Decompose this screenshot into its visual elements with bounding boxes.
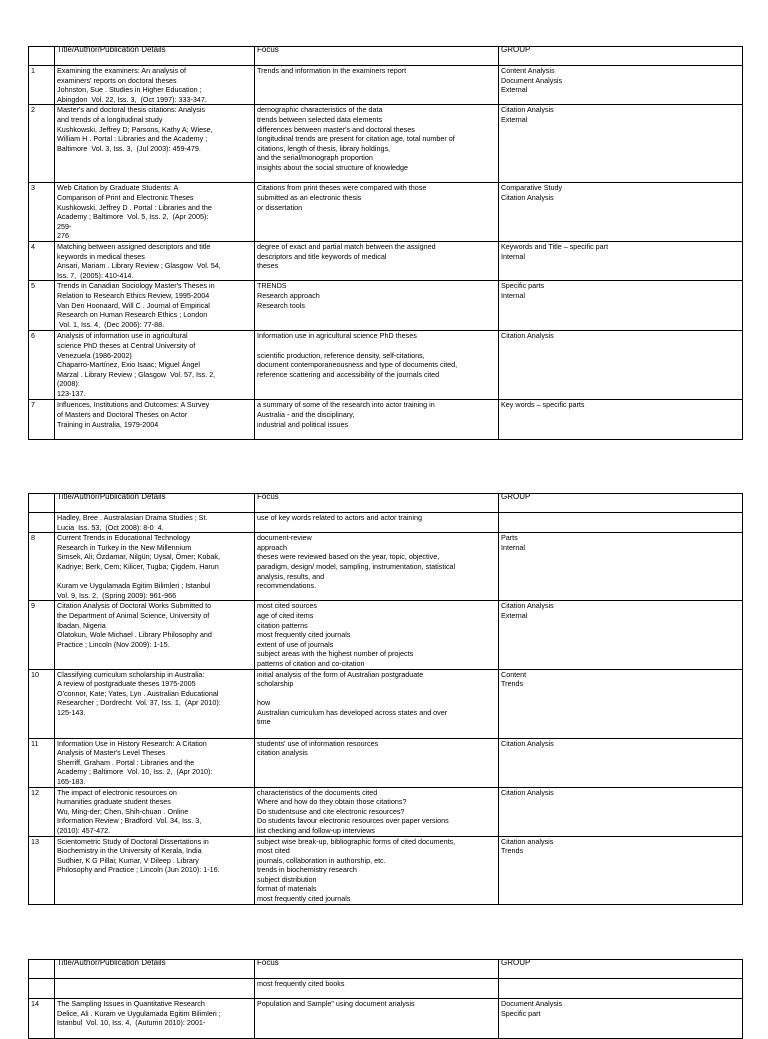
title-author-details-line: Researcher ; Dordrecht Vol. 37, Iss. 1, (Apr 2010): (57, 698, 221, 708)
group-details (499, 400, 743, 440)
row-number-text: 3 (31, 183, 35, 193)
focus-details-line: students' use of information resources (257, 738, 379, 748)
row-number (29, 105, 55, 183)
focus-details-line: theses were reviewed based on the year, topic, objective, (257, 552, 440, 562)
title-author-details-line: Research on Human Research Ethics ; London (57, 310, 208, 320)
header-number-cell (29, 960, 55, 979)
focus-details (255, 999, 499, 1039)
table-row (29, 601, 743, 669)
title-author-details (55, 513, 255, 533)
title-author-details-line: (2008): (57, 379, 80, 389)
title-author-details-line: Venezuela (1986-2002) (57, 350, 132, 360)
group-details (499, 601, 743, 669)
title-author-details-line: 276 (57, 231, 69, 241)
focus-details-line: analysis, results, and (257, 571, 325, 581)
header-group (499, 960, 743, 979)
header-focus-text: Focus (257, 46, 279, 54)
group-details-line: Specific part (501, 1008, 541, 1018)
focus-details-line: extent of use of journals (257, 639, 334, 649)
row-number (29, 66, 55, 105)
group-details-line: Internal (501, 251, 525, 261)
header-title-text: Title/Author/Publication Details (57, 959, 166, 967)
focus-details (255, 513, 499, 533)
group-details (499, 787, 743, 836)
references-table-1 (28, 46, 743, 440)
references-table-2 (28, 493, 743, 905)
title-author-details-line: Master's and doctoral thesis citations: Analysis (57, 105, 205, 115)
title-author-details-line: keywords in medical theses (57, 251, 145, 261)
header-focus (255, 494, 499, 513)
group-details-line: Citation Analysis (501, 331, 554, 341)
focus-details-line: submitted as an electronic thesis (257, 192, 362, 202)
table-row (29, 999, 743, 1039)
header-focus (255, 47, 499, 66)
group-details (499, 533, 743, 601)
table-row (29, 669, 743, 738)
group-details-line: Keywords and Title – specific part (501, 241, 609, 251)
group-details (499, 669, 743, 738)
row-number (29, 669, 55, 738)
title-author-details (55, 836, 255, 904)
title-author-details-line: Iss. 7, (2005): 410-414. (57, 270, 134, 280)
title-author-details-line: Simsek, Ali; Özdamar, Nilgün; Uysal, Ömer; Kobak, (57, 552, 220, 562)
row-number-text: 5 (31, 281, 35, 291)
table-row (29, 105, 743, 183)
title-author-details-line: A review of postgraduate theses 1975-2005 (57, 679, 196, 689)
group-details (499, 999, 743, 1039)
focus-details-line: most cited sources (257, 601, 317, 611)
group-details (499, 281, 743, 331)
title-author-details-line: humanities graduate student theses (57, 797, 171, 807)
title-author-details (55, 281, 255, 331)
header-row (29, 47, 743, 66)
focus-details-line: or dissertation (257, 202, 303, 212)
title-author-details-line: Abingdon Vol. 22, Iss. 3, (Oct 1997): 333-347. (57, 94, 207, 104)
focus-details-line: citation patterns (257, 620, 308, 630)
table-row (29, 281, 743, 331)
row-number (29, 999, 55, 1039)
focus-details-line: Do students favour electronic resources over paper versions (257, 816, 449, 826)
title-author-details-line: Delice, Ali . Kuram ve Uygulamada Egitim Bilimleri ; (57, 1008, 221, 1018)
focus-details-line: subject wise break-up, bibliographic forms of cited documents, (257, 836, 456, 846)
title-author-details-line: Baltimore Vol. 3, Iss. 3, (Jul 2003): 459-479. (57, 143, 201, 153)
group-details-line: Citation Analysis (501, 105, 554, 115)
title-author-details-line: the Department of Animal Science, University of (57, 610, 210, 620)
group-details-line: External (501, 85, 528, 95)
row-number (29, 241, 55, 280)
title-author-details-line: Lucia Iss. 53, (Oct 2008): 8-0 4. (57, 522, 164, 532)
focus-details (255, 669, 499, 738)
row-number (29, 836, 55, 904)
focus-details-line: age of cited items (257, 610, 314, 620)
table-row (29, 513, 743, 533)
row-number-text: 8 (31, 533, 35, 543)
title-author-details-line: Scientometric Study of Doctoral Dissertations in (57, 836, 209, 846)
focus-details (255, 533, 499, 601)
table-row (29, 836, 743, 904)
group-details-line: Citation Analysis (501, 601, 554, 611)
title-author-details-line: Influences, Institutions and Outcomes: A Survey (57, 400, 210, 410)
title-author-details-line: Ansari, Mariam . Library Review ; Glasgow Vol. 54, (57, 261, 221, 271)
title-author-details-line: examiners' reports on doctoral theses (57, 75, 177, 85)
row-number-text: 6 (31, 331, 35, 341)
title-author-details-line: The Sampling Issues in Quantitative Research (57, 999, 205, 1008)
group-details (499, 979, 743, 999)
focus-details-line: approach (257, 542, 287, 552)
row-number-text: 13 (31, 836, 39, 846)
title-author-details-line: Web Citation by Graduate Students: A (57, 183, 179, 193)
group-details (499, 183, 743, 242)
table-row (29, 787, 743, 836)
title-author-details-line: Kuram ve Uygulamada Egitim Bilimleri ; Istanbul (57, 581, 211, 591)
title-author-details-line: Hadley, Bree . Australasian Drama Studies ; St. (57, 513, 208, 522)
title-author-details-line: Relation to Research Ethics Review, 1995-2004 (57, 290, 210, 300)
group-details-line: Trends (501, 846, 524, 856)
row-number (29, 787, 55, 836)
focus-details-line: degree of exact and partial match between the assigned (257, 241, 436, 251)
title-author-details-line: Kushkowski, Jeffrey D . Portal : Libraries and the (57, 202, 212, 212)
title-author-details-line: Johnston, Sue . Studies in Higher Education ; (57, 85, 202, 95)
group-details-line: Citation Analysis (501, 192, 554, 202)
focus-details-line: subject areas with the highest number of projects (257, 649, 414, 659)
row-number-text: 12 (31, 787, 39, 797)
title-author-details-line: Examining the examiners: An analysis of (57, 66, 187, 75)
title-author-details-line: Trends in Canadian Sociology Master's Theses in (57, 281, 215, 291)
title-author-details (55, 669, 255, 738)
focus-details-line: insights about the social structure of knowledge (257, 162, 409, 172)
group-details-line: Document Analysis (501, 75, 563, 85)
focus-details (255, 787, 499, 836)
focus-details-line: differences between master's and doctoral theses (257, 124, 415, 134)
header-title (55, 47, 255, 66)
title-author-details-line: Wu, Ming-der; Chen, Shih-chuan . Online (57, 806, 189, 816)
title-author-details-line: Information Review ; Bradford Vol. 34, Iss. 3, (57, 816, 202, 826)
title-author-details-line: Information Use in History Research: A Citation (57, 738, 207, 748)
row-number (29, 513, 55, 533)
focus-details (255, 738, 499, 787)
title-author-details-line: Academy ; Baltimore Vol. 5, Iss. 2, (Apr 2005): (57, 212, 209, 222)
row-number-text: 4 (31, 241, 35, 251)
title-author-details-line: Kushkowski, Jeffrey D; Parsons, Kathy A; Wiese, (57, 124, 213, 134)
title-author-details-line: Current Trends in Educational Technology (57, 533, 191, 543)
header-title (55, 960, 255, 979)
title-author-details (55, 601, 255, 669)
title-author-details-line: Matching between assigned descriptors and title (57, 241, 211, 251)
focus-details-line: longitudinal trends are present for citation age, total number of (257, 134, 455, 144)
table-row (29, 66, 743, 105)
row-number-text: 11 (31, 738, 39, 748)
group-details-line: Citation Analysis (501, 787, 554, 797)
group-details-line: Internal (501, 542, 525, 552)
title-author-details-line: of Masters and Doctoral Theses on Actor (57, 409, 188, 419)
group-details (499, 331, 743, 400)
focus-details (255, 400, 499, 440)
title-author-details-line: Classifying curriculum scholarship in Australia: (57, 669, 205, 679)
table-row (29, 533, 743, 601)
title-author-details-line: Kadriye; Berk, Cem; Kilicer, Tugba; Çigdem, Harun (57, 561, 219, 571)
group-details-line: Document Analysis (501, 999, 563, 1008)
title-author-details-line: science PhD theses at Central University of (57, 340, 196, 350)
group-details-line: Internal (501, 290, 525, 300)
title-author-details-line: Academy ; Baltimore Vol. 10, Iss. 2, (Apr 2010): (57, 767, 213, 777)
title-author-details-line: 123-137. (57, 388, 86, 398)
focus-details-line (257, 341, 496, 351)
title-author-details-line: Sherriff, Graham . Portal : Libraries and the (57, 757, 195, 767)
header-focus-text: Focus (257, 493, 279, 501)
header-number-cell (29, 47, 55, 66)
group-details-line: Comparative Study (501, 183, 563, 193)
title-author-details-line: Olatokun, Wole Michael . Library Philosophy and (57, 630, 212, 640)
focus-details-line: Where and how do they obtain those citations? (257, 797, 407, 807)
table-row (29, 183, 743, 242)
focus-details-line: industrial and political issues (257, 419, 349, 429)
header-group (499, 47, 743, 66)
title-author-details-line: Vol. 9, Iss. 2, (Spring 2009): 961-966 (57, 590, 177, 600)
focus-details-line: initial analysis of the form of Australian postgraduate (257, 669, 424, 679)
title-author-details-line: (2010): 457-472. (57, 825, 111, 835)
focus-details-line: patterns of citation and co-citation (257, 658, 365, 668)
focus-details-line: most frequently cited journals (257, 630, 351, 640)
group-details (499, 836, 743, 904)
group-details-line: Citation Analysis (501, 738, 554, 748)
focus-details-line: most frequently cited books (257, 979, 345, 988)
title-author-details-line: Marzal . Library Review ; Glasgow Vol. 57, Iss. 2, (57, 369, 216, 379)
title-author-details-line: Biochemistry in the University of Kerala, India (57, 846, 202, 856)
title-author-details (55, 105, 255, 183)
title-author-details (55, 241, 255, 280)
group-details-line: Trends (501, 679, 524, 689)
focus-details-line: Research approach (257, 290, 320, 300)
group-details-line: External (501, 114, 528, 124)
title-author-details-line (57, 572, 252, 582)
title-author-details (55, 999, 255, 1039)
focus-details-line: trends in biochemistry research (257, 865, 357, 875)
focus-details-line: characteristics of the documents cited (257, 787, 378, 797)
title-author-details-line: Practice ; Lincoln (Nov 2009): 1-15. (57, 639, 170, 649)
focus-details-line: theses (257, 261, 279, 271)
group-details (499, 738, 743, 787)
title-author-details-line: Training in Australia, 1979-2004 (57, 419, 159, 429)
group-details-line: Citation analysis (501, 836, 554, 846)
table-row (29, 241, 743, 280)
group-details-line: Specific parts (501, 281, 545, 291)
title-author-details-line: Chaparro-Martínez, Exio Isaac; Miguel Ángel (57, 360, 201, 370)
focus-details-line: Australian curriculum has developed across states and over (257, 707, 448, 717)
row-number (29, 400, 55, 440)
focus-details-line: subject distribution (257, 874, 317, 884)
focus-details-line: a summary of some of the research into actor training in (257, 400, 435, 410)
focus-details-line: Trends and information in the examiners report (257, 66, 407, 75)
focus-details-line: time (257, 717, 271, 727)
row-number-text: 1 (31, 66, 35, 75)
focus-details (255, 836, 499, 904)
row-number-text: 10 (31, 669, 39, 679)
table-row (29, 979, 743, 999)
header-group-text: GROUP (501, 46, 531, 54)
row-number (29, 281, 55, 331)
header-row (29, 960, 743, 979)
focus-details-line: how (257, 698, 271, 708)
row-number-text: 14 (31, 999, 39, 1008)
group-details-line: Content Analysis (501, 66, 555, 75)
focus-details (255, 183, 499, 242)
focus-details-line: and the serial/monograph proportion (257, 153, 373, 163)
title-author-details-line: William H . Portal : Libraries and the Academy ; (57, 134, 208, 144)
header-row (29, 494, 743, 513)
focus-details-line: Population and Sample" using document analysis (257, 999, 415, 1008)
title-author-details-line: Research in Turkey in the New Millennium (57, 542, 192, 552)
header-group-text: GROUP (501, 493, 531, 501)
focus-details (255, 66, 499, 105)
header-title (55, 494, 255, 513)
title-author-details-line: 165-183. (57, 776, 86, 786)
header-focus-text: Focus (257, 959, 279, 967)
focus-details-line: recommendations. (257, 581, 317, 591)
focus-details-line: most cited (257, 846, 290, 856)
focus-details-line: trends between selected data elements (257, 114, 383, 124)
title-author-details (55, 331, 255, 400)
header-group-text: GROUP (501, 959, 531, 967)
row-number (29, 331, 55, 400)
group-details (499, 66, 743, 105)
focus-details-line: Citations from print theses were compared with those (257, 183, 427, 193)
row-number (29, 979, 55, 999)
row-number-text: 9 (31, 601, 35, 611)
focus-details-line: scholarship (257, 679, 294, 689)
group-details-line: External (501, 610, 528, 620)
header-title-text: Title/Author/Publication Details (57, 493, 166, 501)
title-author-details (55, 738, 255, 787)
focus-details-line: document contemporaneousness and type of documents cited, (257, 360, 458, 370)
row-number (29, 738, 55, 787)
focus-details-line: descriptors and title keywords of medical (257, 251, 387, 261)
group-details-line: Parts (501, 533, 518, 543)
focus-details-line: Research tools (257, 300, 305, 310)
group-details (499, 513, 743, 533)
row-number (29, 533, 55, 601)
focus-details (255, 601, 499, 669)
header-focus (255, 960, 499, 979)
title-author-details-line: Van Den Hoonaard, Will C . Journal of Empirical (57, 300, 210, 310)
row-number-text: 7 (31, 400, 35, 410)
title-author-details-line: The impact of electronic resources on (57, 787, 177, 797)
header-group (499, 494, 743, 513)
focus-details-line (257, 689, 496, 699)
focus-details-line: paradigm, design/ model, sampling, instrumentation, statistical (257, 561, 456, 571)
row-number (29, 601, 55, 669)
title-author-details (55, 979, 255, 999)
focus-details-line: citation analysis (257, 748, 308, 758)
row-number (29, 183, 55, 242)
focus-details-line: Information use in agricultural science PhD theses (257, 331, 417, 341)
title-author-details-line: Vol. 1, Iss. 4, (Dec 2006): 77-88. (57, 319, 165, 329)
title-author-details-line: Analysis of information use in agricultural (57, 331, 188, 341)
focus-details-line: scientific production, reference density, self-citations, (257, 350, 425, 360)
focus-details-line: citations, length of thesis, library holdings, (257, 143, 391, 153)
focus-details-line: list checking and follow-up interviews (257, 825, 375, 835)
title-author-details-line: 125-143. (57, 707, 86, 717)
row-number-text: 2 (31, 105, 35, 115)
focus-details (255, 241, 499, 280)
title-author-details-line: Ibadan, Nigeria (57, 620, 106, 630)
title-author-details (55, 400, 255, 440)
group-details-line: Key words – specific parts (501, 400, 585, 410)
focus-details-line: demographic characteristics of the data (257, 105, 383, 115)
title-author-details-line: O'connor, Kate; Yates, Lyn . Australian Educational (57, 688, 219, 698)
focus-details (255, 281, 499, 331)
table-row (29, 400, 743, 440)
focus-details-line: most frequently cited journals (257, 894, 351, 904)
title-author-details-line: Istanbul Vol. 10, Iss. 4, (Autumn 2010): 2001- (57, 1018, 206, 1028)
title-author-details-line: and trends of a longitudinal study (57, 114, 163, 124)
focus-details-line: Do studentsuse and cite electronic resources? (257, 806, 405, 816)
focus-details-line: Australia - and the disciplinary, (257, 409, 355, 419)
focus-details (255, 331, 499, 400)
focus-details-line: journals, collaboration in authorship, etc. (257, 855, 386, 865)
title-author-details (55, 66, 255, 105)
title-author-details-line: 259- (57, 221, 72, 231)
title-author-details (55, 183, 255, 242)
title-author-details-line: Comparison of Print and Electronic Theses (57, 192, 194, 202)
title-author-details-line: Sudhier, K G Pillai; Kumar, V Dileep . Library (57, 855, 199, 865)
table-row (29, 331, 743, 400)
focus-details-line: reference scattering and accessibility of the journals cited (257, 369, 440, 379)
focus-details (255, 105, 499, 183)
table-row (29, 738, 743, 787)
focus-details-line: document-review (257, 533, 312, 543)
group-details-line: Content (501, 669, 527, 679)
group-details (499, 105, 743, 183)
focus-details-line: format of materials (257, 884, 317, 894)
header-title-text: Title/Author/Publication Details (57, 46, 166, 54)
group-details (499, 241, 743, 280)
focus-details-line: TRENDS (257, 281, 287, 291)
references-table-3 (28, 959, 743, 1039)
title-author-details-line: Citation Analysis of Doctoral Works Submitted to (57, 601, 212, 611)
title-author-details (55, 787, 255, 836)
title-author-details-line: Analysis of Master's Level Theses (57, 748, 166, 758)
title-author-details (55, 533, 255, 601)
header-number-cell (29, 494, 55, 513)
focus-details (255, 979, 499, 999)
title-author-details-line: Philosophy and Practice ; Lincoln (Jun 2010): 1-16. (57, 865, 220, 875)
focus-details-line: use of key words related to actors and actor training (257, 513, 423, 522)
